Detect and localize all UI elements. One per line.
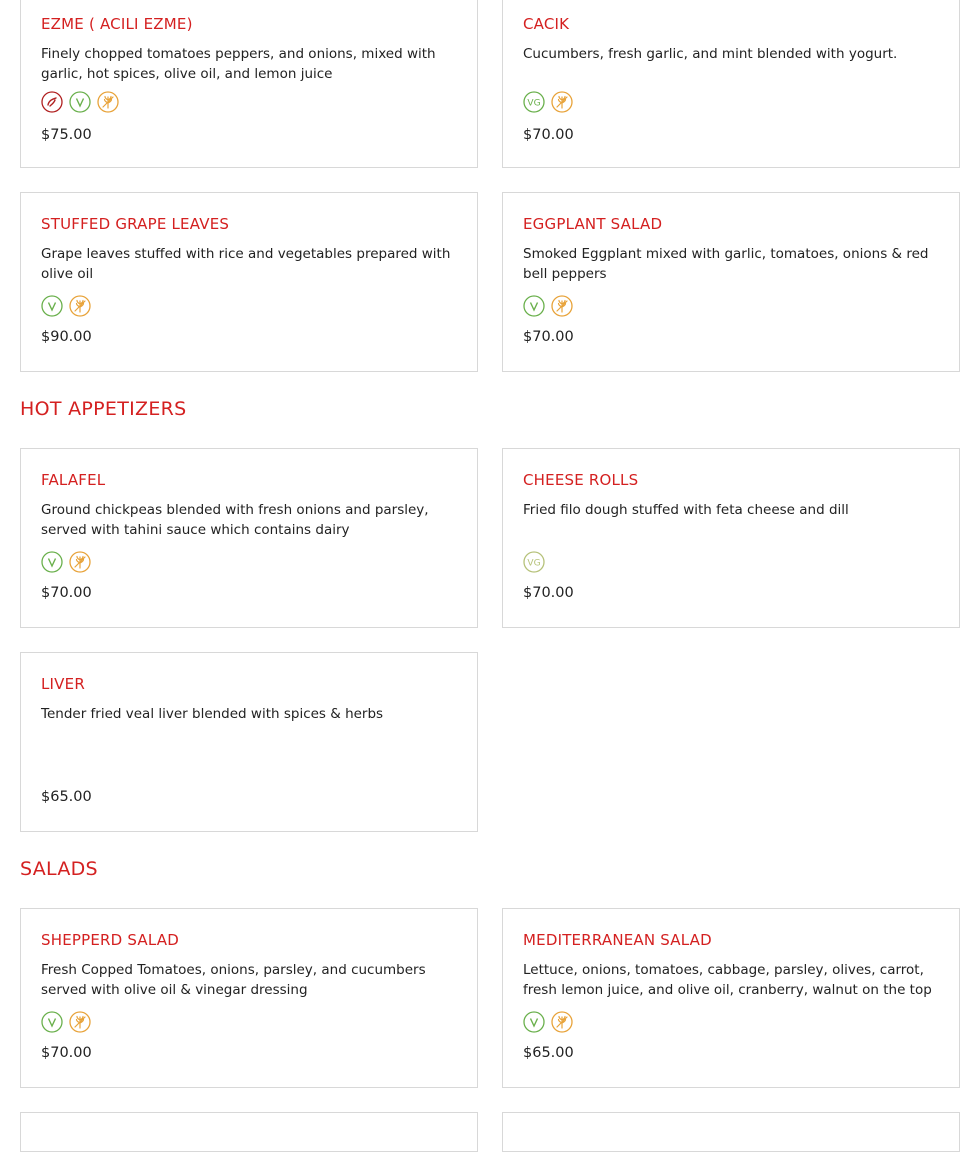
menu-item-title: EZME ( ACILI EZME): [41, 15, 193, 33]
dietary-icons: [41, 551, 91, 573]
menu-item-title: CHEESE ROLLS: [523, 471, 639, 489]
gluten-free-icon: [69, 551, 91, 573]
menu-item-title: CACIK: [523, 15, 570, 33]
menu-item-description: Grape leaves stuffed with rice and vegetables prepared with olive oil: [41, 246, 451, 282]
dietary-icons: [41, 1011, 91, 1033]
menu-item-title: LIVER: [41, 675, 85, 693]
menu-item-card[interactable]: [20, 192, 478, 372]
menu-item-title: FALAFEL: [41, 471, 106, 489]
gluten-free-icon: [551, 295, 573, 317]
menu-item-price: $65.00: [41, 789, 92, 805]
menu-item-price: $75.00: [41, 127, 92, 143]
vegetarian-icon: [41, 1011, 63, 1033]
menu-item-card[interactable]: [502, 192, 960, 372]
menu-item-price: $65.00: [523, 1045, 574, 1061]
dietary-icons: [41, 295, 91, 317]
menu-item-description: Ground chickpeas blended with fresh onions and parsley, served with tahini sauce which contains dairy: [41, 502, 429, 538]
menu-item-description: Fresh Copped Tomatoes, onions, parsley, and cucumbers served with olive oil & vinegar dressing: [41, 962, 426, 998]
dietary-icons: [523, 91, 573, 113]
menu-item-card[interactable]: [502, 908, 960, 1088]
menu-item-description: Finely chopped tomatoes peppers, and onions, mixed with garlic, hot spices, olive oil, and lemon juice: [41, 46, 436, 82]
vegetarian-icon: [523, 1011, 545, 1033]
menu-item-card[interactable]: [20, 0, 478, 168]
vegan-icon: [523, 91, 545, 113]
menu-item-description: Cucumbers, fresh garlic, and mint blended with yogurt.: [523, 46, 898, 62]
section-title-salads: SALADS: [20, 858, 98, 880]
menu-item-card[interactable]: [20, 908, 478, 1088]
menu-item-price: $70.00: [41, 1045, 92, 1061]
menu-item-description: Smoked Eggplant mixed with garlic, tomatoes, onions & red bell peppers: [523, 246, 929, 282]
vegan-icon: [523, 551, 545, 573]
menu-item-title: MEDITERRANEAN SALAD: [523, 931, 712, 949]
dietary-icons: [523, 295, 573, 317]
svg-text:VG: VG: [527, 98, 541, 109]
menu-item-card[interactable]: [502, 1112, 960, 1152]
menu-item-title: SHEPPERD SALAD: [41, 931, 179, 949]
menu-item-description: Lettuce, onions, tomatoes, cabbage, parsley, olives, carrot, fresh lemon juice, and olive oil, cranberry, walnut on the top: [523, 962, 932, 998]
dietary-icons: [523, 551, 545, 573]
menu-item-card[interactable]: [20, 1112, 478, 1152]
menu-item-price: $70.00: [523, 585, 574, 601]
spicy-icon: [41, 91, 63, 113]
vegetarian-icon: [523, 295, 545, 317]
menu-item-description: Fried filo dough stuffed with feta cheese and dill: [523, 502, 849, 518]
gluten-free-icon: [69, 295, 91, 317]
gluten-free-icon: [551, 1011, 573, 1033]
menu-item-title: EGGPLANT SALAD: [523, 215, 663, 233]
menu-item-price: $70.00: [523, 127, 574, 143]
menu-item-card[interactable]: [502, 0, 960, 168]
menu-item-title: STUFFED GRAPE LEAVES: [41, 215, 230, 233]
svg-text:VG: VG: [527, 558, 541, 569]
gluten-free-icon: [551, 91, 573, 113]
menu-item-card[interactable]: [20, 652, 478, 832]
menu-item-price: $70.00: [41, 585, 92, 601]
vegetarian-icon: [41, 295, 63, 317]
menu-item-card[interactable]: [502, 448, 960, 628]
section-title-hot-appetizers: HOT APPETIZERS: [20, 398, 187, 420]
dietary-icons: [523, 1011, 573, 1033]
menu-item-price: $90.00: [41, 329, 92, 345]
vegetarian-icon: [41, 551, 63, 573]
gluten-free-icon: [69, 1011, 91, 1033]
dietary-icons: [41, 91, 119, 113]
gluten-free-icon: [97, 91, 119, 113]
menu-item-card[interactable]: [20, 448, 478, 628]
menu-item-price: $70.00: [523, 329, 574, 345]
menu-item-description: Tender fried veal liver blended with spices & herbs: [41, 706, 384, 722]
vegetarian-icon: [69, 91, 91, 113]
